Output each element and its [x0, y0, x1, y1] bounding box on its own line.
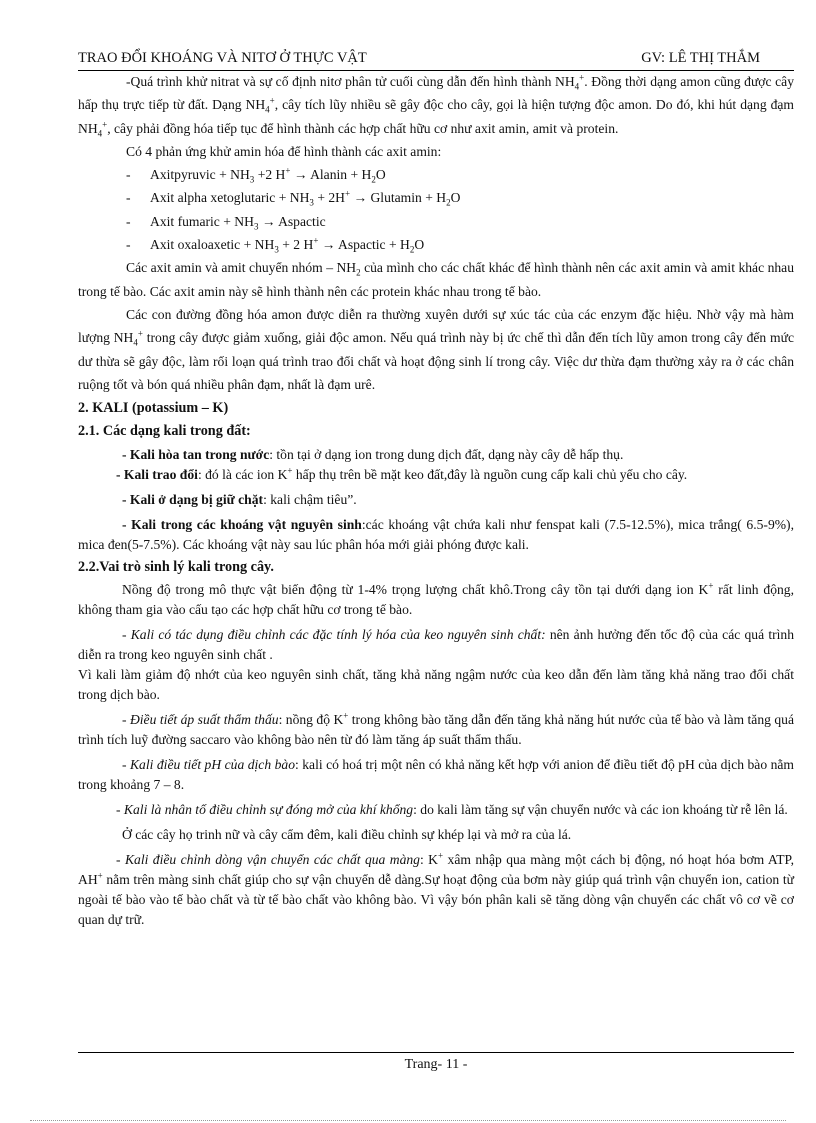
paragraph-reactions-intro: Có 4 phản ứng khử amin hóa để hình thành các axit amin:: [126, 143, 442, 159]
reaction-item: - Axit fumaric + $NH_3$ → Aspactic: [126, 213, 326, 232]
kali-form-exchangeable: - Kali trao đổi: đó là các ion K+ hấp thụ trên bề mặt keo đất,đây là nguồn cung cấp kali chủ yếu cho cây.: [116, 465, 688, 483]
paragraph-membrane-transport: - Kali điều chỉnh dòng vận chuyển các chất qua màng: K+ xâm nhập qua màng một cách bị động, nó hoạt hóa bơm ATP, AH+ nằm trên màng sinh chất giúp cho sự vận chuyển dễ dàng.Sự hoạt động của bơm này giúp quá trình vận chuyển ion, cation từ ngoài tế bào vào tế bào chất và từ tế bào chất vào không bào. Vì vậy bón phân kali sẽ tăng dòng vận chuyển các chất vô cơ về cơ quan dự trữ.: [78, 850, 794, 928]
paragraph-leaf-movement: Ở các cây họ trinh nữ và cây cẩm đêm, kali điều chỉnh sự khép lại và mở ra của lá.: [122, 827, 572, 843]
paragraph-osmotic-pressure: - Điều tiết áp suất thẩm thấu: nồng độ K+ trong không bào tăng dẫn đến tăng khả năng hút nước của tế bào và làm tăng quá trình tích luỹ đường saccaro vào không bào nên từ đó làm tăng áp suất thẩm thấu.: [78, 710, 794, 748]
kali-form-primary-minerals: - Kali trong các khoáng vật nguyên sinh:các khoáng vật chứa kali như fenspat kali (7.5-12.5%), mica trắng( 6.5-9%), mica đen(5-7.5%). Các khoáng vật này sau lúc phân hóa mới giải phóng được kali.: [78, 517, 794, 553]
page-number: Trang- 11 -: [404, 1057, 468, 1072]
page-bottom-divider: [30, 1120, 786, 1121]
kali-form-soluble: - Kali hòa tan trong nước: tồn tại ở dạng ion trong dung dịch đất, dạng này cây dễ hấp thụ.: [122, 447, 624, 463]
kali-form-fixed: - Kali ở dạng bị giữ chặt: kali chậm tiêu”.: [122, 492, 357, 508]
paragraph-ph-regulation: - Kali điều tiết pH của dịch bào: kali có hoá trị một nên có khả năng kết hợp với anion để điều tiết độ pH của dịch bào nằm trong khoảng 7 – 8.: [78, 757, 794, 793]
paragraph-concentration: Nồng độ trong mô thực vật biến động từ 1-4% trọng lượng chất khô.Trong cây tồn tại dưới dạng ion K+ rất linh động, không tham gia vào cấu tạo các hợp chất hữu cơ trong tế bào.: [78, 580, 794, 618]
header-author: GV: LÊ THỊ THẮM: [641, 50, 760, 66]
paragraph-colloid-regulation: - Kali có tác dụng điều chỉnh các đặc tính lý hóa của keo nguyên sinh chất: nên ảnh hưởng đến tốc độ của các quá trình diễn ra trong keo nguyên sinh chất .: [78, 627, 794, 663]
reaction-item: - Axit oxaloaxetic + $NH_3 + 2$ H+ → Aspactic + $H_2O$: [126, 235, 425, 255]
subsection-heading-soil-forms: 2.1. Các dạng kali trong đất:: [78, 423, 251, 440]
paragraph-ammonia-assimilation: Các con đường đồng hóa amon được diễn ra thường xuyên dưới sự xúc tác của các enzym đặc hiệu. Nhờ vậy mà hàm lượng $NH_4^+$ trong cây được giảm xuống, giải độc amon. Nếu quá trình này bị ức chế thì dẫn đến tích lũy amon trong cây đến mức dư thừa sẽ gây độc, làm rối loạn quá trình trao đổi chất và hoạt động sinh lí trong cây. Việc dư thừa đạm thường xảy ra ở các chân ruộng tốt và bón quá nhiều phân đạm, nhất là đạm urê.: [78, 306, 794, 392]
subsection-heading-physiological-role: 2.2.Vai trò sinh lý kali trong cây.: [78, 559, 274, 576]
page-header: [78, 50, 794, 71]
paragraph-viscosity: Vì kali làm giảm độ nhớt của keo nguyên sinh chất, tăng khả năng ngậm nước của keo dẫn đến làm tăng khả năng trao đổi chất trong dịch bào.: [78, 667, 794, 703]
reaction-item: - Axitpyruvic + $NH_3 +2$ H+ → Alanin + $H_2O$: [126, 165, 386, 185]
header-title: TRAO ĐỔI KHOÁNG VÀ NITƠ Ở THỰC VẬT: [78, 50, 367, 66]
reaction-item: - Axit alpha xetoglutaric + $NH_3 + 2H^+$ → Glutamin + $H_2O$: [126, 188, 461, 209]
paragraph-nitrogen-reduction: -Quá trình khử nitrat và sự cố định nitơ phân tử cuối cùng dẫn đến hình thành $NH_4^+$. Đồng thời dạng amon cũng được cây hấp thụ trực tiếp từ đất. Dạng $NH_4^+$, cây tích lũy nhiều sẽ gây độc cho cây, gọi là hiện tượng độc amon. Do đó, khi hút dạng đạm $NH_4^+$, cây phải đồng hóa tiếp tục để hình thành các hợp chất hữu cơ như axit amin, amit và protein.: [78, 72, 795, 139]
page-footer: [78, 1052, 794, 1072]
page-body: [78, 70, 794, 930]
paragraph-stomata: - Kali là nhân tố điều chỉnh sự đóng mở của khí khổng: do kali làm tăng sự vận chuyển nước và các ion khoáng từ rễ lên lá.: [116, 802, 788, 818]
paragraph-amine-transfer: Các axit amin và amit chuyển nhóm – $NH_2$ của mình cho các chất khác để hình thành nên các axit amin và amit khác nhau trong tế bào. Các axit amin này sẽ hình thành nên các protein khác nhau trong tế bào.: [78, 260, 794, 299]
section-heading-kali: 2. KALI (potassium – K): [78, 400, 229, 417]
